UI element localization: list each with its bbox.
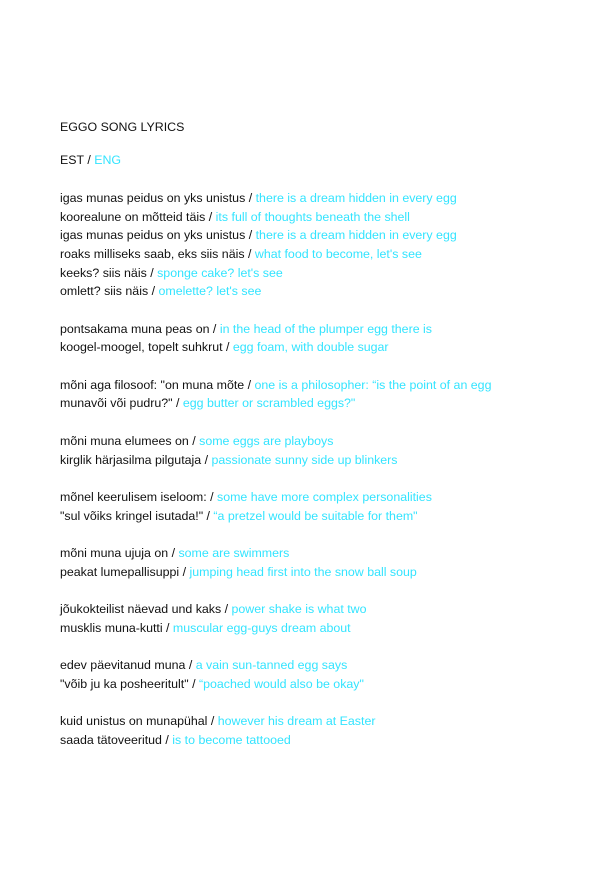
english-text: “poached would also be okay" (198, 676, 364, 691)
estonian-text: jõukokteilist näevad und kaks / (60, 602, 232, 616)
lyric-line (60, 619, 491, 638)
english-text: omelette? let's see (158, 284, 262, 299)
language-est-label: EST (60, 153, 84, 168)
language-legend (60, 151, 491, 170)
stanzas (60, 189, 491, 750)
english-text: sponge cake? let's see (157, 265, 283, 280)
english-text: egg butter or scrambled eggs?" (182, 396, 356, 411)
lyric-line (60, 432, 491, 451)
english-text: “a pretzel would be suitable for them" (213, 508, 418, 523)
estonian-text: koogel-moogel, topelt suhkrut / (60, 340, 233, 355)
lyric-line (60, 544, 491, 563)
lyric-line (60, 507, 491, 526)
english-text: some have more complex personalities (217, 489, 432, 504)
lyric-line (60, 488, 491, 507)
lyric-line (60, 226, 491, 245)
estonian-text: roaks milliseks saab, eks siis näis / (60, 246, 255, 261)
language-eng-label: ENG (94, 153, 122, 168)
lyric-line (60, 245, 491, 264)
lyric-line (60, 282, 491, 301)
estonian-text: "sul võiks kringel isutada!" / (60, 508, 214, 523)
estonian-text: mõni muna ujuja on / (60, 545, 179, 560)
document-title: EGGO SONG LYRICS (60, 120, 185, 134)
estonian-text: peakat lumepallisuppi / (60, 564, 190, 579)
stanza-2 (60, 320, 491, 357)
lyric-line (60, 656, 491, 675)
estonian-text: saada tätoveeritud / (60, 732, 173, 747)
english-text: passionate sunny side up blinkers (211, 452, 398, 467)
english-text: muscular egg-guys dream about (172, 620, 351, 635)
estonian-text: mõni muna elumees on / (60, 433, 200, 448)
stanza-5 (60, 488, 491, 525)
english-text: what food to become, let's see (254, 246, 422, 261)
estonian-text: mõnel keerulisem iseloom: / (60, 489, 218, 504)
lyric-line (60, 563, 491, 582)
lyric-line (60, 338, 491, 357)
english-text: some eggs are playboys (199, 433, 334, 448)
stanza-1 (60, 189, 491, 301)
stanza-8 (60, 656, 491, 693)
english-text: egg foam, with double sugar (232, 340, 389, 355)
estonian-text: omlett? siis näis / (60, 284, 159, 299)
lyric-line (60, 675, 491, 694)
stanza-4 (60, 432, 491, 469)
lyrics-document (60, 118, 491, 768)
estonian-text: musklis muna-kutti / (60, 620, 173, 635)
english-text: its full of thoughts beneath the shell (215, 209, 410, 224)
estonian-text: mõni aga filosoof: "on muna mõte / (60, 377, 255, 392)
estonian-text: igas munas peidus on yks unistus / (60, 228, 256, 243)
lyric-line (60, 189, 491, 208)
lyric-line (60, 394, 491, 413)
estonian-text: koorealune on mõtteid täis / (60, 209, 216, 224)
lyric-line (60, 376, 491, 395)
english-text: power shake is what two (231, 602, 367, 616)
lyric-line (60, 600, 491, 619)
estonian-text: igas munas peidus on yks unistus / (60, 190, 256, 205)
stanza-7 (60, 600, 491, 637)
english-text: some are swimmers (178, 545, 290, 560)
estonian-text: munavõi või pudru?" / (60, 396, 183, 411)
english-text: jumping head first into the snow ball soup (189, 564, 417, 579)
english-text: in the head of the plumper egg there is (219, 321, 432, 336)
stanza-6 (60, 544, 491, 581)
estonian-text: kuid unistus on munapühal / (60, 714, 218, 729)
estonian-text: edev päevitanud muna / (60, 658, 196, 673)
language-separator: / (83, 153, 95, 168)
lyric-line (60, 320, 491, 339)
stanza-3 (60, 376, 491, 413)
lyric-line (60, 264, 491, 283)
lyric-line (60, 451, 491, 470)
estonian-text: kirglik härjasilma pilgutaja / (60, 452, 212, 467)
english-text: there is a dream hidden in every egg (255, 190, 457, 205)
english-text: a vain sun-tanned egg says (195, 658, 348, 673)
english-text: there is a dream hidden in every egg (255, 228, 457, 243)
english-text: is to become tattooed (172, 732, 291, 747)
lyric-line (60, 712, 491, 731)
lyric-line (60, 208, 491, 227)
estonian-text: keeks? siis näis / (60, 265, 158, 280)
estonian-text: pontsakama muna peas on / (60, 321, 220, 336)
stanza-9 (60, 712, 491, 749)
english-text: one is a philosopher: “is the point of an egg (254, 377, 492, 392)
english-text: however his dream at Easter (217, 714, 376, 729)
estonian-text: "võib ju ka posheeritult" / (60, 676, 199, 691)
lyric-line (60, 731, 491, 750)
